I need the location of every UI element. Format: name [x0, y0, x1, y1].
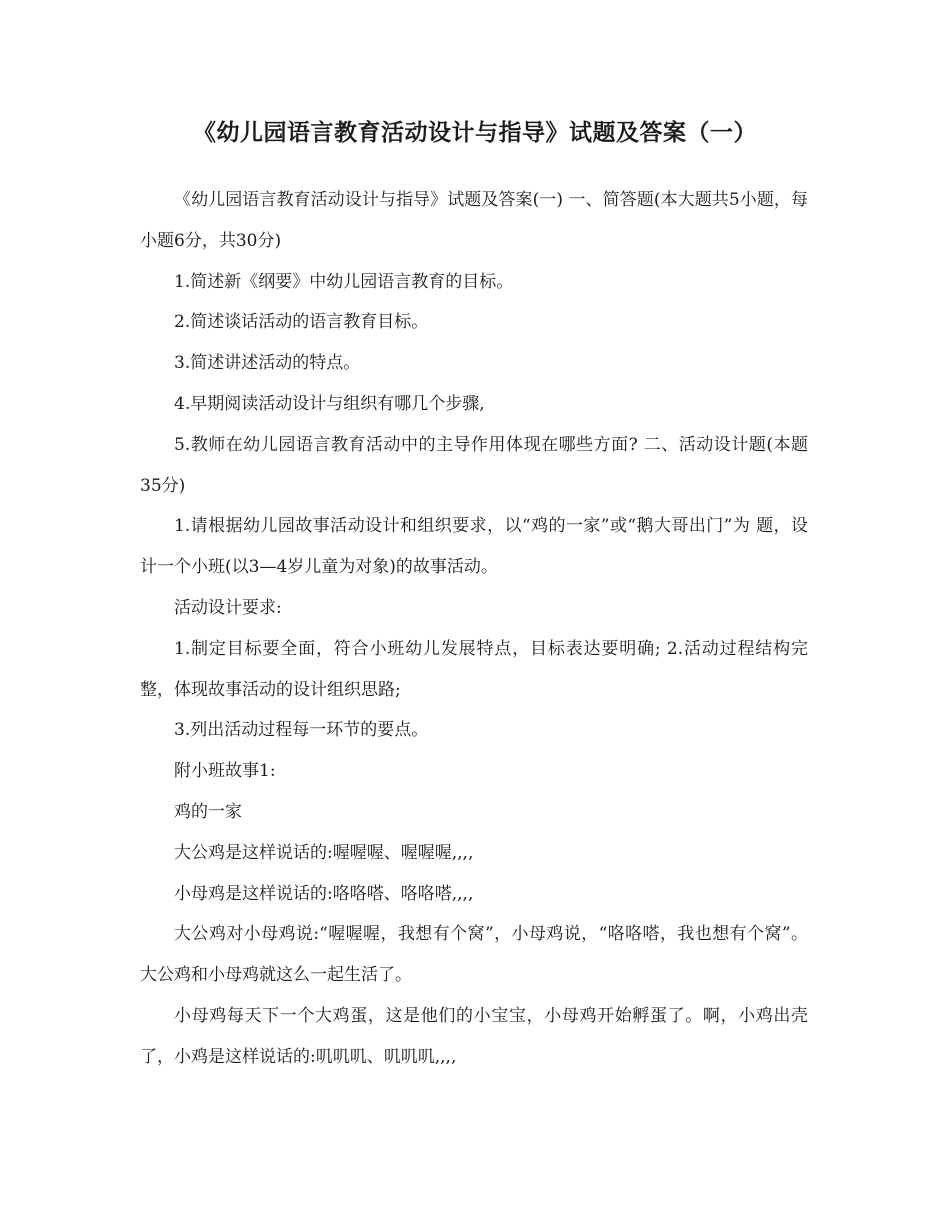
- paragraph: 1.请根据幼儿园故事活动设计和组织要求，以“鸡的一家”或“鹅大哥出门”为 题，设计一个小班(以3—4岁儿童为对象)的故事活动。: [140, 516, 808, 578]
- paragraph: 3.列出活动过程每一环节的要点。: [174, 720, 429, 741]
- document-title: 《幼儿园语言教育活动设计与指导》试题及答案（一）: [193, 119, 757, 146]
- paragraph: 2.简述谈话活动的语言教育目标。: [174, 312, 429, 333]
- paragraph: 4.早期阅读活动设计与组织有哪几个步骤,: [174, 393, 485, 414]
- paragraph: 大公鸡是这样说话的:喔喔喔、喔喔喔,,,,: [174, 842, 474, 863]
- paragraph: 活动设计要求:: [174, 597, 282, 618]
- paragraph: 小母鸡每天下一个大鸡蛋，这是他们的小宝宝，小母鸡开始孵蛋了。啊，小鸡出壳了，小鸡是这样说话的:叽叽叽、叽叽叽,,,,: [140, 1005, 808, 1067]
- paragraph: 大公鸡对小母鸡说:“喔喔喔，我想有个窝”，小母鸡说，“咯咯嗒，我也想有个窝”。大公鸡和小母鸡就这么一起生活了。: [140, 924, 808, 986]
- paragraph: 《幼儿园语言教育活动设计与指导》试题及答案(一) 一、简答题(本大题共5小题，每小题6分，共30分): [140, 190, 808, 251]
- paragraph: 3.简述讲述活动的特点。: [174, 353, 361, 374]
- paragraph: 小母鸡是这样说话的:咯咯嗒、咯咯嗒,,,,: [174, 883, 474, 904]
- paragraph: 1.制定目标要全面，符合小班幼儿发展特点，目标表达要明确; 2.活动过程结构完整，体现故事活动的设计组织思路;: [140, 638, 808, 700]
- paragraph: 5.教师在幼儿园语言教育活动中的主导作用体现在哪些方面? 二、活动设计题(本题35分): [140, 434, 808, 496]
- paragraph: 附小班故事1:: [174, 761, 276, 782]
- paragraph: 1.简述新《纲要》中幼儿园语言教育的目标。: [174, 271, 514, 292]
- paragraph: 鸡的一家: [174, 801, 242, 822]
- document-body: [140, 180, 808, 1078]
